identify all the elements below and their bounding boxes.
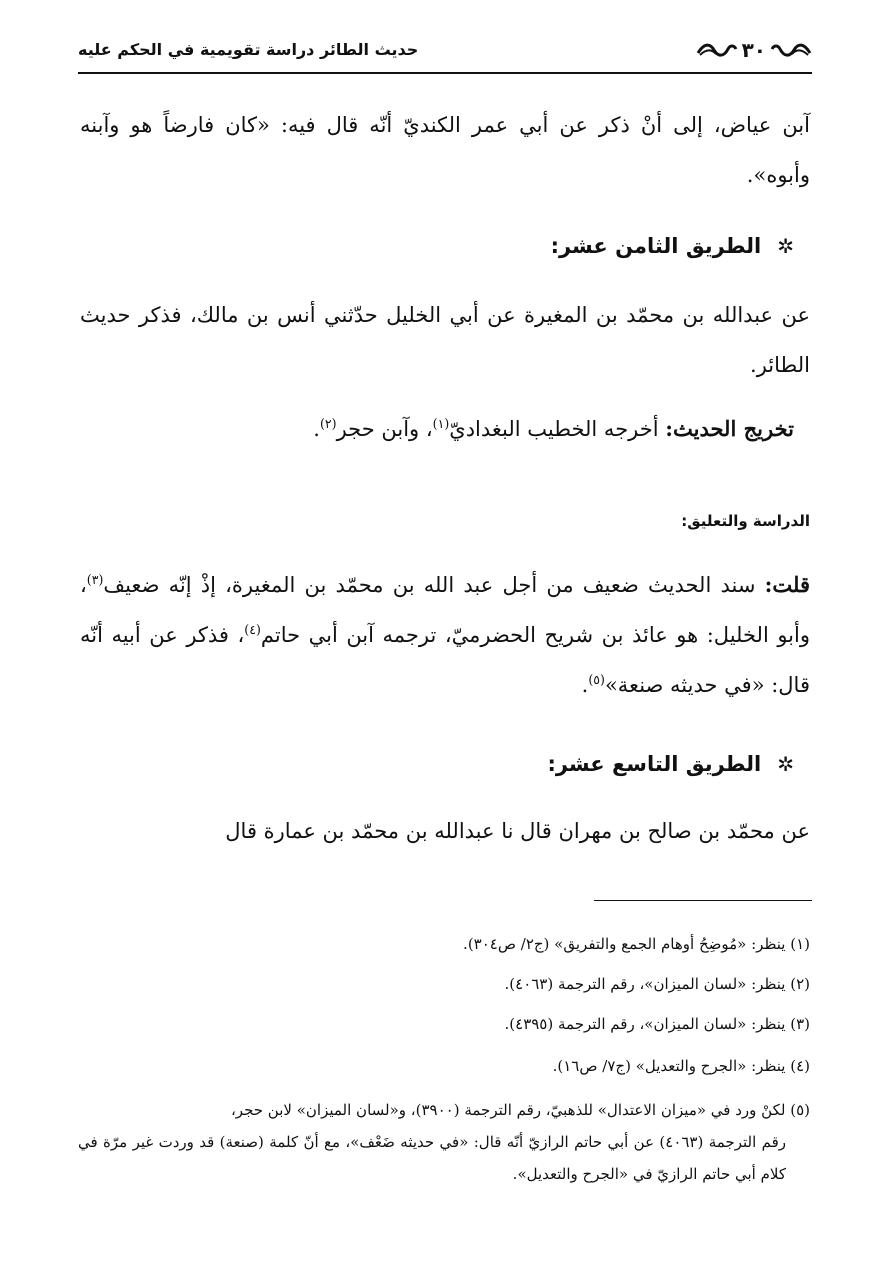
paragraph-3-text-a: أخرجه الخطيب البغداديّ (449, 417, 666, 441)
footnote-5 (78, 1094, 810, 1190)
paragraph-4-text-a: سند الحديث ضعيف من أجل عبد الله بن محمّد بن المغيرة، إذْ إنّه ضعيف (103, 573, 765, 597)
footnote-ref-2[interactable]: (٢) (319, 416, 337, 431)
footnote-3: (٣) ينظر: «لسان الميزان»، رقم الترجمة (٤٣٩٥). (504, 1015, 810, 1033)
footnote-4: (٤) ينظر: «الجرح والتعديل» (ج٧/ ص١٦). (552, 1057, 810, 1075)
footnote-1: (١) ينظر: «مُوضِحُ أوهام الجمع والتفريق» (ج٢/ ص٣٠٤). (463, 935, 810, 953)
heading-path-19 (547, 752, 794, 776)
paragraph-3 (80, 404, 794, 454)
paragraph-4 (80, 560, 810, 710)
paragraph-4-text-b: ، وأبو الخليل: هو عائذ بن شريح الحضرميّ، ترجمه آبن أبي حاتم (80, 573, 810, 647)
paragraph-2: عن عبدالله بن محمّد بن المغيرة عن أبي الخليل حدّثني أنس بن مالك، فذكر حديث الطائر. (80, 303, 810, 377)
page-number-block (696, 38, 812, 62)
arabesque-ornament-icon (696, 41, 738, 59)
footnote-2: (٢) ينظر: «لسان الميزان»، رقم الترجمة (٤٠٦٣). (504, 975, 810, 993)
hadith-takhrij-label: تخريج الحديث: (665, 416, 794, 441)
study-subheading: الدراسة والتعليق: (681, 512, 810, 530)
star-bullet-icon: ✲ (777, 234, 794, 258)
heading-path-19-text: الطريق التاسع عشر: (547, 752, 762, 776)
paragraph-1: آبن عياض، إلى أنْ ذكر عن أبي عمر الكنديّ أنّه قال فيه: «كان فارضاً هو وآبنه وأبوه». (80, 113, 810, 187)
footnote-ref-4[interactable]: (٤) (244, 622, 261, 637)
heading-path-18 (551, 234, 794, 258)
paragraph-4-text-c: ، فذكر عن أبيه أنّه قال: «في حديثه صنعة» (80, 623, 810, 697)
footnote-5-first-line: (٥) لكنْ ورد في «ميزان الاعتدال» للذهبيّ، رقم الترجمة (٣٩٠٠)، و«لسان الميزان» لابن حجر، (230, 1101, 810, 1119)
page-header (78, 30, 812, 74)
footnote-ref-1[interactable]: (١) (432, 416, 450, 431)
footnote-divider (594, 900, 812, 901)
paragraph-3-text-b: ، وآبن حجر (336, 417, 433, 441)
footnote-5-continuation: رقم الترجمة (٤٠٦٣) عن أبي حاتم الرازيّ أنّه قال: «في حديثه ضَعْف»، مع أنّ كلمة (صنعة) قد وردت غير مرّة في كلام أبي حاتم الرازيّ في «الجرح والتعديل». (78, 1133, 787, 1183)
footnote-ref-3[interactable]: (٣) (86, 572, 104, 587)
footnote-ref-5[interactable]: (٥) (588, 672, 605, 687)
paragraph-4-text-d: . (581, 673, 589, 697)
page-number: ٣٠ (741, 38, 766, 62)
heading-path-18-text: الطريق الثامن عشر: (550, 234, 762, 258)
paragraph-3-text-c: . (313, 417, 320, 441)
qultu-label: قلت: (764, 572, 810, 597)
header-divider (78, 72, 812, 74)
paragraph-5: عن محمّد بن صالح بن مهران قال نا عبدالله بن محمّد بن عمارة قال (225, 819, 810, 843)
arabesque-ornament-icon (770, 41, 812, 59)
star-bullet-icon: ✲ (777, 752, 794, 776)
running-title: حديث الطائر دراسة تقويمية في الحكم عليه (78, 40, 419, 59)
